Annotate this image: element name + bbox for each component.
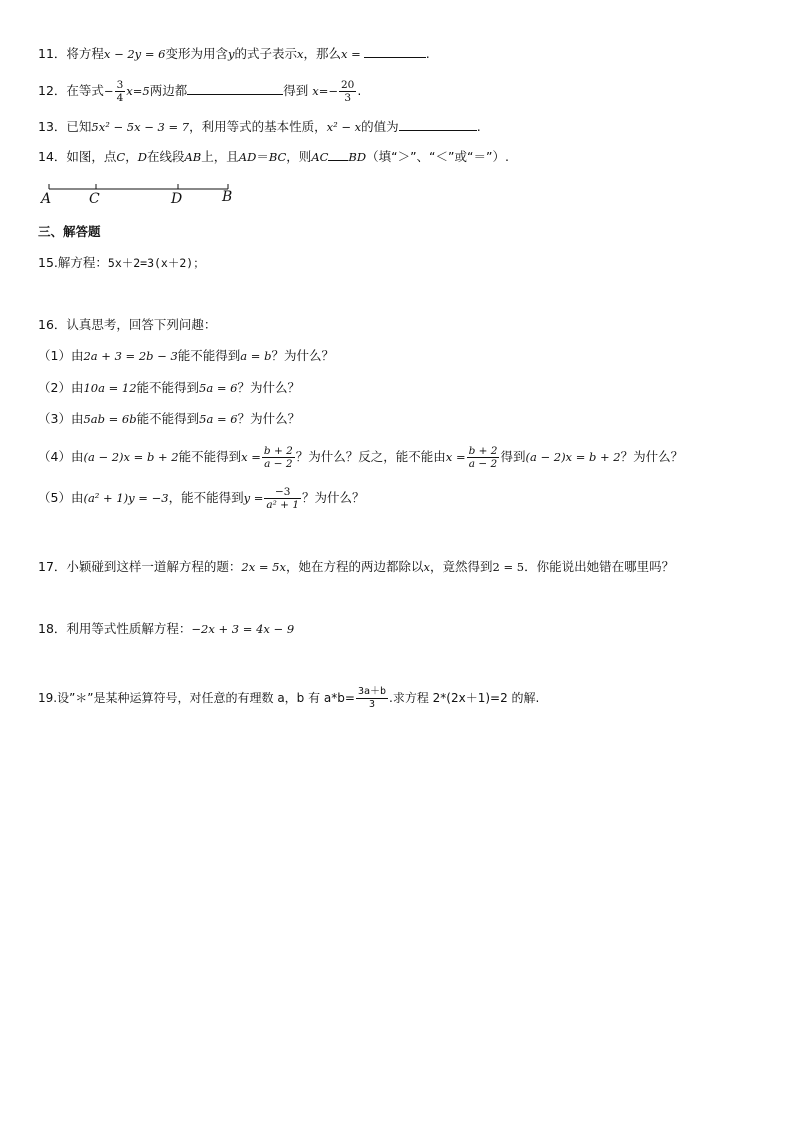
question-16-part-4: （4）由(a − 2)x = b + 2能不能得到x = $\frac{b + 2}{a - 2}$ ？为什么？反之，能不能由x = $\frac{b + 2}{a - 2}$ 得到(a − 2)x = b + 2？为什么？ — [38, 445, 684, 470]
fraction: $\frac{-3}{\text{a² + 1}}$ — [266, 486, 299, 511]
section-heading: 三、解答题 — [38, 224, 101, 239]
segment-diagram — [38, 178, 238, 210]
question-16-part-1: （1）由2a + 3 = 2b − 3能不能得到a = b？为什么？ — [38, 348, 334, 363]
point-label-a: A — [41, 191, 52, 207]
equation: −2x + 3 = 4x − 9 — [191, 622, 295, 636]
question-number: 13． — [38, 119, 67, 134]
question-16: 16．认真思考，回答下列问趣： — [38, 317, 217, 332]
question-16-part-5: （5）由(a² + 1)y = −3，能不能得到y = $\frac{-3}{\text{a² + 1}}$ ？为什么？ — [38, 486, 365, 511]
fraction: $\frac{3}{4}$ — [116, 79, 124, 104]
equation: x − 2y = 6 — [103, 47, 166, 61]
point-label-d: D — [171, 191, 183, 207]
question-16-part-3: （3）由5ab = 6b能不能得到5a = 6？为什么？ — [38, 411, 301, 426]
answer-blank[interactable] — [328, 148, 348, 161]
answer-blank[interactable] — [187, 82, 283, 95]
fraction: $\frac{20}{3}$ — [341, 79, 355, 104]
answer-blank[interactable] — [399, 118, 477, 131]
answer-blank[interactable] — [364, 45, 426, 58]
equation: 5x＋2=3(x＋2)； — [107, 256, 205, 270]
equation: 5x² − 5x − 3 = 7 — [91, 120, 190, 134]
question-12: 12．在等式− $\frac{3}{4}$ x=5两边都 得到 x=− $\frac{20}{3}$ . — [38, 79, 362, 104]
fraction: $\frac{3a+b}{3}$ — [357, 686, 387, 710]
fraction: $\frac{b + 2}{a - 2}$ — [263, 445, 293, 470]
segment-figure — [38, 178, 238, 210]
question-number: 11． — [38, 46, 67, 61]
point-label-c: C — [89, 191, 100, 207]
question-15: 15.解方程：5x＋2=3(x＋2)； — [38, 255, 205, 270]
question-18: 18．利用等式性质解方程：−2x + 3 = 4x − 9 — [38, 621, 295, 636]
question-11: 11．将方程x − 2y = 6变形为用含y的式子表示x，那么x = . — [38, 46, 430, 61]
point-label-b: B — [222, 189, 233, 205]
question-16-part-2: （2）由10a = 12能不能得到5a = 6？为什么？ — [38, 380, 300, 395]
question-number: 14． — [38, 149, 67, 164]
question-14: 14．如图，点C，D在线段AB上，且AD＝BC，则AC BD（填“＞”、“＜”或“＝”）. — [38, 149, 509, 164]
fraction: $\frac{b + 2}{a - 2}$ — [468, 445, 498, 470]
question-13: 13．已知5x² − 5x − 3 = 7，利用等式的基本性质，x² − x的值为 . — [38, 119, 481, 134]
question-number: 12． — [38, 83, 67, 98]
question-19: 19.设”＊”是某种运算符号，对任意的有理数 a，b 有 a*b= $\frac{3a+b}{3}$ .求方程 2*(2x＋1)=2 的解. — [38, 686, 540, 710]
question-17: 17．小颖碰到这样一道解方程的题：2x = 5x，她在方程的两边都除以x，竟然得到2 = 5．你能说出她错在哪里吗？ — [38, 559, 675, 574]
